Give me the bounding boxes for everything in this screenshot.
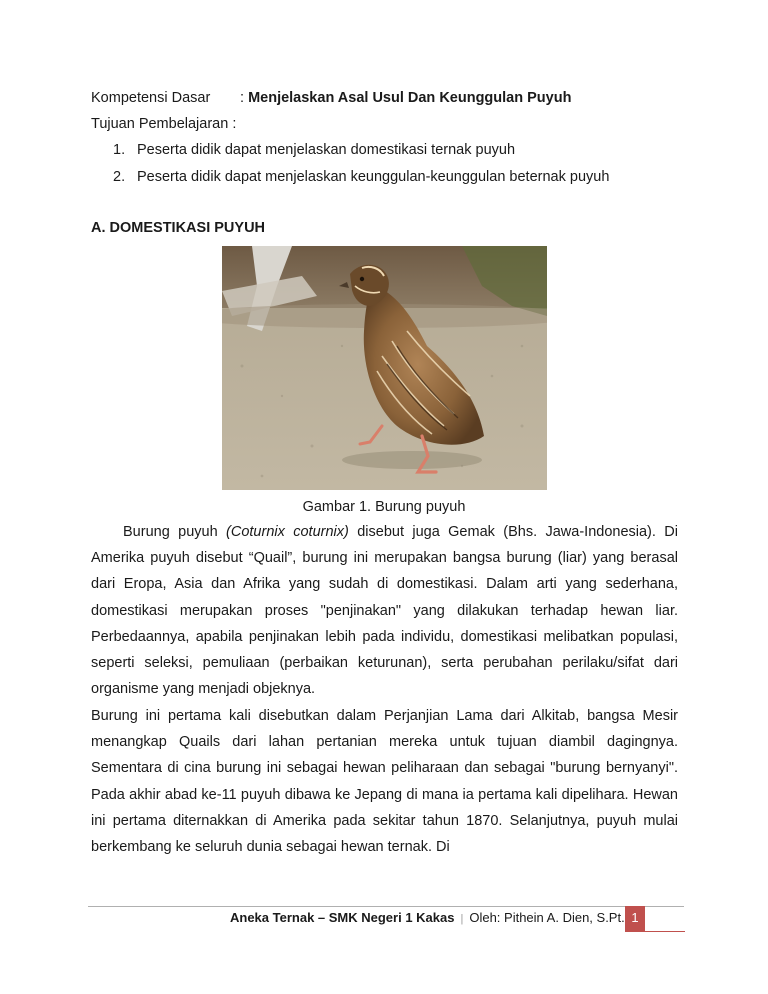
footer [230,910,625,925]
figure-caption: Gambar 1. Burung puyuh [302,499,466,515]
tujuan-pembelajaran-label: Tujuan Pembelajaran : [91,116,237,132]
footer-divider [88,906,684,907]
kd-value-wrap [240,90,571,106]
objective-number: 2. [113,169,126,185]
paragraph-text [91,519,678,702]
body-paragraph [91,519,678,702]
footer-title: Aneka Ternak – SMK Negeri 1 Kakas [230,910,455,925]
paragraph-text-part: Burung puyuh [123,524,227,540]
paragraph-text-part: disebut juga Gemak (Bhs. Jawa-Indonesia). Di Amerika puyuh disebut “Quail”, burung ini merupakan bangsa burung (liar) yang berasal dari Eropa, Asia dan Afrika yang sudah di domestikasi. Dalam arti yang sederhana, domestikasi merupakan proses "penjinakan" yang dilakukan terhadap hewan liar. Perbedaannya, apabila penjinakan lebih pada individu, domestikasi melibatkan populasi, seperti seleksi, pemuliaan (perbaikan keturunan), serta perubahan perilaku/sifat dari organisme yang menjadi objeknya. [91,524,678,698]
scientific-name: (Coturnix coturnix) [226,524,349,540]
kd-value: Menjelaskan Asal Usul Dan Keunggulan Puyuh [248,90,572,106]
objective-number: 1. [113,142,126,158]
kompetensi-dasar [91,90,572,106]
page-number: 1 [625,906,645,932]
kd-label: Kompetensi Dasar [91,90,211,106]
objective-item [113,169,609,185]
page-number-underline [645,906,685,932]
objective-text: Peserta didik dapat menjelaskan keunggulan-keunggulan beternak puyuh [137,169,610,185]
footer-author: Oleh: Pithein A. Dien, S.Pt. [469,910,625,925]
body-paragraph [91,703,678,860]
footer-separator: | [460,913,464,925]
quail-photo [222,246,547,490]
objective-text: Peserta didik dapat menjelaskan domestikasi ternak puyuh [137,142,516,158]
kd-colon: : [240,90,249,106]
paragraph-text: Burung ini pertama kali disebutkan dalam Perjanjian Lama dari Alkitab, bangsa Mesir menangkap Quails dari lahan pertanian mereka untuk tujuan diambil dagingnya. Sementara di cina burung ini sebagai hewan peliharaan dan sebagai "burung bernyanyi". Pada akhir abad ke-11 puyuh dibawa ke Jepang di mana ia pertama kali dipelihara. Hewan ini pertama diternakkan di Amerika pada sekitar tahun 1870. Selanjutnya, puyuh mulai berkembang ke seluruh dunia sebagai hewan ternak. Di [91,708,678,856]
section-heading: A. DOMESTIKASI PUYUH [91,220,266,236]
page-number-box [625,906,685,932]
objective-item [113,142,515,158]
